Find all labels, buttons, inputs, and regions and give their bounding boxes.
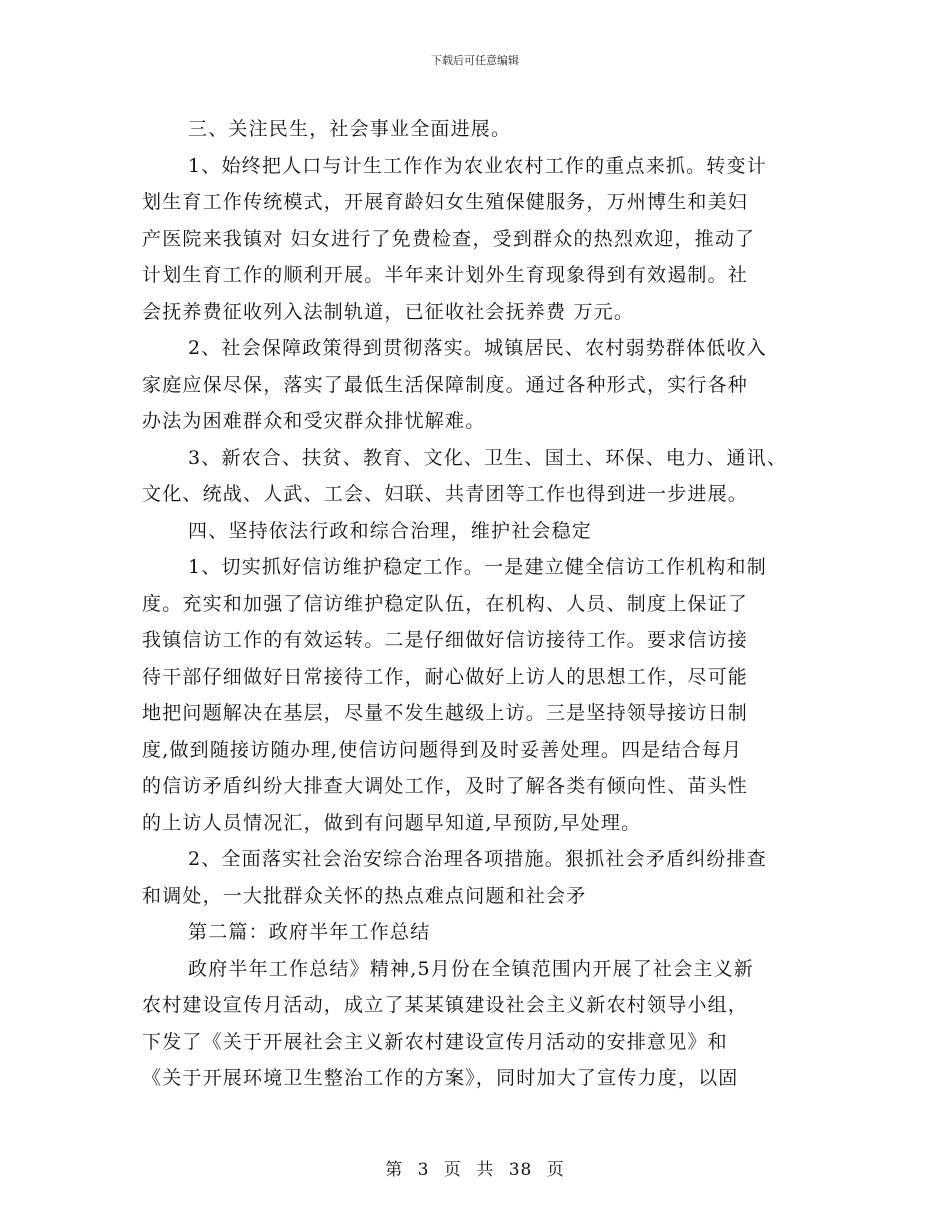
text-line: 计划生育工作的顺利开展。半年来计划外生育现象得到有效遏制。社 bbox=[142, 264, 749, 286]
text-line: 地把问题解决在基层，尽量不发生越级上访。三是坚持领导接访日制 bbox=[142, 702, 749, 724]
text-line: 的信访矛盾纠纷大排查大调处工作，及时了解各类有倾向性、苗头性 bbox=[142, 775, 749, 797]
text-line: 四、坚持依法行政和综合治理，维护社会稳定 bbox=[188, 519, 593, 542]
total-pages-number: 38 bbox=[508, 1160, 533, 1180]
text-line: 的上访人员情况汇，做到有问题早知道,早预防,早处理。 bbox=[142, 811, 642, 834]
text-line: 政府半年工作总结》精神,5月份在全镇范围内开展了社会主义新 bbox=[188, 957, 754, 980]
text-line: 下发了《关于开展社会主义新农村建设宣传月活动的安排意见》和 bbox=[142, 1030, 728, 1053]
section-heading: 第二篇：政府半年工作总结 bbox=[188, 921, 431, 943]
text-line: 家庭应保尽保，落实了最低生活保障制度。通过各种形式，实行各种 bbox=[142, 373, 749, 396]
document-body bbox=[142, 111, 832, 1097]
text-line: 文化、统战、人武、工会、妇联、共青团等工作也得到进一步进展。 bbox=[142, 483, 749, 505]
page-header: 下载后可任意编辑 bbox=[431, 54, 519, 67]
footer-prefix: 第 bbox=[385, 1160, 404, 1180]
footer-page-word: 页 bbox=[443, 1160, 462, 1180]
text-line: 待干部仔细做好日常接待工作，耐心做好上访人的思想工作，尽可能 bbox=[142, 665, 749, 688]
text-line: 度,做到随接访随办理,使信访问题得到及时妥善处理。四是结合每月 bbox=[142, 738, 743, 761]
text-line: 办法为困难群众和受灾群众排忧解难。 bbox=[142, 410, 486, 432]
text-line: 2、全面落实社会治安综合治理各项措施。狠抓社会矛盾纠纷排查 bbox=[188, 848, 767, 870]
text-line: 划生育工作传统模式，开展育龄妇女生殖保健服务，万州博生和美妇 bbox=[142, 191, 749, 213]
text-line: 1、始终把人口与计生工作作为农业农村工作的重点来抓。转变计 bbox=[188, 154, 767, 177]
current-page-number: 3 bbox=[417, 1160, 430, 1180]
text-line: 会抚养费征收列入法制轨道，已征收社会抚养费 万元。 bbox=[142, 300, 635, 323]
page-footer bbox=[0, 1155, 950, 1180]
footer-total-word: 共 bbox=[476, 1160, 495, 1180]
text-line: 产医院来我镇对 妇女进行了免费检查，受到群众的热烈欢迎，推动了 bbox=[142, 227, 756, 250]
text-line: 我镇信访工作的有效运转。二是仔细做好信访接待工作。要求信访接 bbox=[142, 629, 749, 651]
text-line: 1、切实抓好信访维护稳定工作。一是建立健全信访工作机构和制 bbox=[188, 556, 767, 578]
text-line: 和调处，一大批群众关怀的热点难点问题和社会矛 bbox=[142, 884, 587, 907]
footer-suffix: 页 bbox=[546, 1160, 565, 1180]
text-line: 农村建设宣传月活动，成立了某某镇建设社会主义新农村领导小组， bbox=[142, 994, 749, 1016]
text-line: 三、关注民生，社会事业全面进展。 bbox=[188, 118, 512, 140]
text-line: 2、社会保障政策得到贯彻落实。城镇居民、农村弱势群体低收入 bbox=[188, 337, 767, 359]
text-line: 度。充实和加强了信访维护稳定队伍，在机构、人员、制度上保证了 bbox=[142, 592, 749, 615]
text-line: 3、新农合、扶贫、教育、文化、卫生、国土、环保、电力、通讯、 bbox=[188, 446, 788, 469]
text-line: 《关于开展环境卫生整治工作的方案》，同时加大了宣传力度，以固 bbox=[142, 1067, 739, 1089]
